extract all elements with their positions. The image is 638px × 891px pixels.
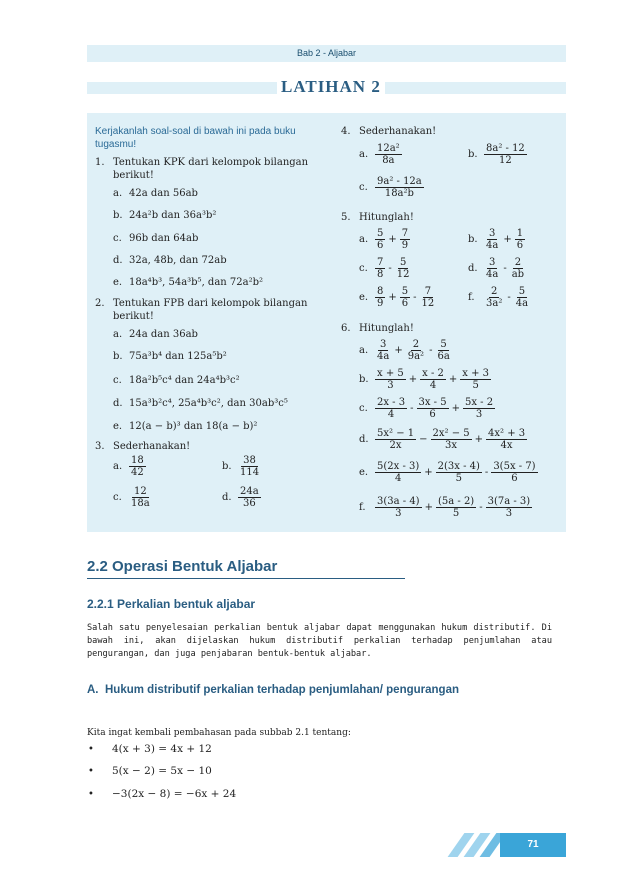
item-label: c. [359,263,368,274]
numerator: 5 [377,228,384,239]
bullet-item: 5(x − 2) = 5x − 10 [112,765,212,777]
numerator: 18 [131,455,144,466]
numerator: 5 [440,339,447,350]
numerator: 9a² - 12a [377,176,422,187]
fraction [375,428,416,451]
q3-item [113,486,152,509]
fraction [400,286,410,309]
denominator: 9 [377,298,384,309]
numerator: 3 [488,228,496,239]
heading-a [87,683,517,697]
item-label: d. [359,434,369,445]
denominator: 6 [429,409,436,420]
numerator: 3(7a - 3) [487,496,531,507]
item-label: b. [222,461,232,472]
denominator: 3 [387,380,394,391]
denominator: 12 [421,298,435,309]
denominator: 6 [511,473,518,484]
denominator: 4a [515,298,529,309]
operator: − [419,434,428,445]
q4-label: 4. [341,126,351,137]
q2-text: Tentukan FPB dari kelompok bilangan berikut! [113,298,308,322]
fraction [129,486,152,509]
denominator: 6a [437,351,450,362]
fraction [436,461,482,484]
denominator: ab [511,269,525,280]
q5-item [468,228,525,251]
fraction [375,286,385,309]
numerator: 3 [488,257,496,268]
operator: + [474,434,483,445]
item-label: c. [359,182,368,193]
numerator: 2x² − 5 [432,428,470,439]
heading-a-text: Hukum distributif perkalian terhadap penjumlahan/ pengurangan [105,684,459,696]
operator: + [448,374,458,385]
q5-text: Hitunglah! [359,212,414,223]
exercise-title: LATIHAN 2 [277,77,385,97]
q3-label: 3. [95,441,105,452]
denominator: 12 [499,155,512,166]
operator: + [388,234,397,245]
operator: - [507,292,511,303]
denominator: 9a² [407,351,425,362]
denominator: 9 [401,240,409,251]
denominator: 2x [389,440,402,451]
fraction [375,368,406,391]
denominator: 6 [516,240,524,251]
q6-item [359,339,452,362]
bullet-dot: • [88,789,94,800]
operator: - [388,263,392,274]
item-label: f. [468,292,475,303]
numerator: 2(3x - 4) [437,461,480,472]
item-text: 15a³b²c⁴, 25a⁴b³c², dan 30ab³c⁵ [129,398,288,409]
numerator: 7 [401,228,409,239]
fraction [375,397,407,420]
operator: - [410,403,414,414]
numerator: 5 [518,286,526,297]
bullet-item: −3(2x − 8) = −6x + 24 [112,788,237,800]
item-label: f. [359,502,366,513]
item-text: 12(a − b)³ dan 18(a − b)² [129,421,258,432]
numerator: 7 [377,257,384,268]
denominator: 6 [401,298,409,309]
fraction [431,428,472,451]
operator: + [394,345,403,356]
item-label: d. [113,398,123,409]
section-divider [87,578,405,579]
denominator: 4 [394,473,402,484]
numerator: 5 [399,257,407,268]
q4-item [359,143,402,166]
denominator: 5 [452,508,460,519]
item-label: e. [359,467,369,478]
fraction [395,257,412,280]
item-label: a. [359,345,369,356]
numerator: 24a [240,486,259,497]
q1-text: Tentukan KPK dari kelompok bilangan berikut! [113,157,309,181]
numerator: (5a - 2) [437,496,475,507]
item-label: e. [113,277,123,288]
numerator: x + 5 [377,368,404,379]
item-label: c. [113,233,122,244]
page-number: 71 [500,833,566,857]
fraction [484,228,500,251]
numerator: 2 [412,339,420,350]
numerator: 8a² - 12 [486,143,525,154]
item-label: a. [359,149,369,160]
fraction [375,228,385,251]
numerator: 38 [243,455,256,466]
operator: - [479,502,483,513]
denominator: 18a²b [384,188,414,199]
item-label: b. [468,234,478,245]
fraction [375,461,421,484]
numerator: 8 [377,286,384,297]
fraction [238,455,261,478]
denominator: 4a [486,269,499,280]
denominator: 114 [240,467,260,478]
item-label: a. [113,329,123,340]
q6-item [359,428,527,451]
fraction [420,286,437,309]
denominator: 4 [429,380,437,391]
item-label: b. [113,210,123,221]
operator: - [429,345,433,356]
fraction [460,368,491,391]
fraction [484,143,527,166]
numerator: x + 3 [462,368,490,379]
denominator: 4x [500,440,513,451]
numerator: 12 [133,486,147,497]
denominator: 5 [455,473,462,484]
item-label: d. [222,492,232,503]
q3-text: Sederhanakan! [113,441,191,452]
item-text: 42a dan 56ab [129,188,198,199]
item-label: e. [359,292,369,303]
numerator: 4x² + 3 [488,428,526,439]
denominator: 4 [387,409,395,420]
q4-item [468,143,527,166]
item-label: d. [113,255,123,266]
q3-item [222,455,261,478]
q4-item [359,176,424,199]
fraction [514,286,530,309]
numerator: 2 [514,257,522,268]
q1-label: 1. [95,157,105,168]
numerator: 3 [379,339,387,350]
item-label: e. [113,421,123,432]
q6-item [359,368,491,391]
fraction [375,176,424,199]
operator: + [451,403,460,414]
q5-item [359,257,412,280]
item-label: b. [468,149,478,160]
section-paragraph: Salah satu penyelesaian perkalian bentuk aljabar dapat menggunakan hukum distributif. Di bawah ini, akan dijelaskan hukum distributif perkalian terhadap penjumlahan atau pengurangan, dan juga penjabaran bentuk-bentuk aljabar. [87,623,552,659]
denominator: 4a [486,240,499,251]
item-text: 24a²b dan 36a³b² [129,210,217,221]
bullet-dot: • [88,744,94,755]
operator: + [503,234,512,245]
fraction [486,496,533,519]
q6-item [359,397,495,420]
q5-item [468,257,526,280]
item-label: c. [113,492,122,503]
denominator: 36 [242,498,256,509]
denominator: 3x [445,440,458,451]
fraction [463,397,495,420]
operator: + [424,467,433,478]
fraction [375,339,391,362]
fraction [484,257,500,280]
numerator: 3(5x - 7) [493,461,536,472]
numerator: 12a² [377,143,400,154]
item-text: 75a³b⁴ dan 125a⁵b² [129,351,227,362]
item-label: a. [359,234,369,245]
q4-text: Sederhanakan! [359,126,437,137]
operator: + [388,292,397,303]
item-text: 24a dan 36ab [129,329,198,340]
denominator: 3a² [486,298,503,309]
item-label: c. [113,375,122,386]
numerator: 5x² − 1 [377,428,415,439]
fraction [436,496,476,519]
q6-item [359,496,532,519]
q5-item [359,228,410,251]
denominator: 8 [377,269,384,280]
item-text: 18a²b⁵c⁴ dan 24a⁴b³c² [129,375,240,386]
denominator: 4a [377,351,390,362]
q6-text: Hitunglah! [359,323,414,334]
operator: - [484,467,489,478]
denominator: 5 [472,380,479,391]
q3-item [222,486,261,509]
denominator: 3 [395,508,402,519]
operator: - [503,263,507,274]
recall-text: Kita ingat kembali pembahasan pada subbab 2.1 tentang: [87,728,351,738]
numerator: 2 [490,286,498,297]
fraction [435,339,451,362]
fraction [400,228,410,251]
item-label: d. [468,263,478,274]
fraction [406,339,426,362]
denominator: 3 [475,409,483,420]
denominator: 3 [505,508,513,519]
operator: + [408,374,418,385]
numerator: 2x - 3 [377,397,406,408]
q6-item [359,461,538,484]
numerator: 3x - 5 [418,397,447,408]
q2-label: 2. [95,298,105,309]
item-label: b. [113,351,123,362]
exercise-intro: Kerjakanlah soal-soal di bawah ini pada buku tugasmu! [95,126,296,150]
q5-label: 5. [341,212,351,223]
item-label: a. [113,461,123,472]
denominator: 8a [382,155,395,166]
bullet-item: 4(x + 3) = 4x + 12 [112,743,212,755]
bullet-dot: • [88,766,94,777]
fraction [375,257,385,280]
item-label: a. [113,188,123,199]
q5-item [468,286,530,309]
denominator: 18a [131,498,150,509]
fraction [486,428,527,451]
q3-item [113,455,146,478]
fraction [238,486,261,509]
denominator: 6 [377,240,384,251]
numerator: x - 2 [422,368,444,379]
fraction [375,496,422,519]
operator: - [413,292,417,303]
item-text: 32a, 48b, dan 72ab [129,255,227,266]
fraction [491,461,537,484]
section-title: 2.2 Operasi Bentuk Aljabar [87,558,278,575]
subsection-title: 2.2.1 Perkalian bentuk aljabar [87,597,256,611]
fraction [417,397,449,420]
fraction [420,368,446,391]
q5-item [359,286,436,309]
operator: + [424,502,433,513]
q6-label: 6. [341,323,351,334]
numerator: 5 [401,286,409,297]
fraction [129,455,146,478]
item-text: 18a⁴b³, 54a³b⁵, dan 72a²b² [129,277,264,288]
fraction [510,257,526,280]
item-text: 96b dan 64ab [129,233,199,244]
numerator: 3(3a - 4) [377,496,420,507]
item-label: c. [359,403,368,414]
item-label: b. [359,374,369,385]
fraction [375,143,402,166]
fraction [484,286,504,309]
denominator: 42 [131,467,144,478]
denominator: 12 [396,269,410,280]
numerator: 7 [424,286,432,297]
heading-a-label: A. [87,684,99,696]
chapter-header: Bab 2 - Aljabar [87,45,566,62]
numerator: 5x - 2 [465,397,494,408]
numerator: 1 [516,228,524,239]
fraction [515,228,525,251]
numerator: 5(2x - 3) [377,461,420,472]
